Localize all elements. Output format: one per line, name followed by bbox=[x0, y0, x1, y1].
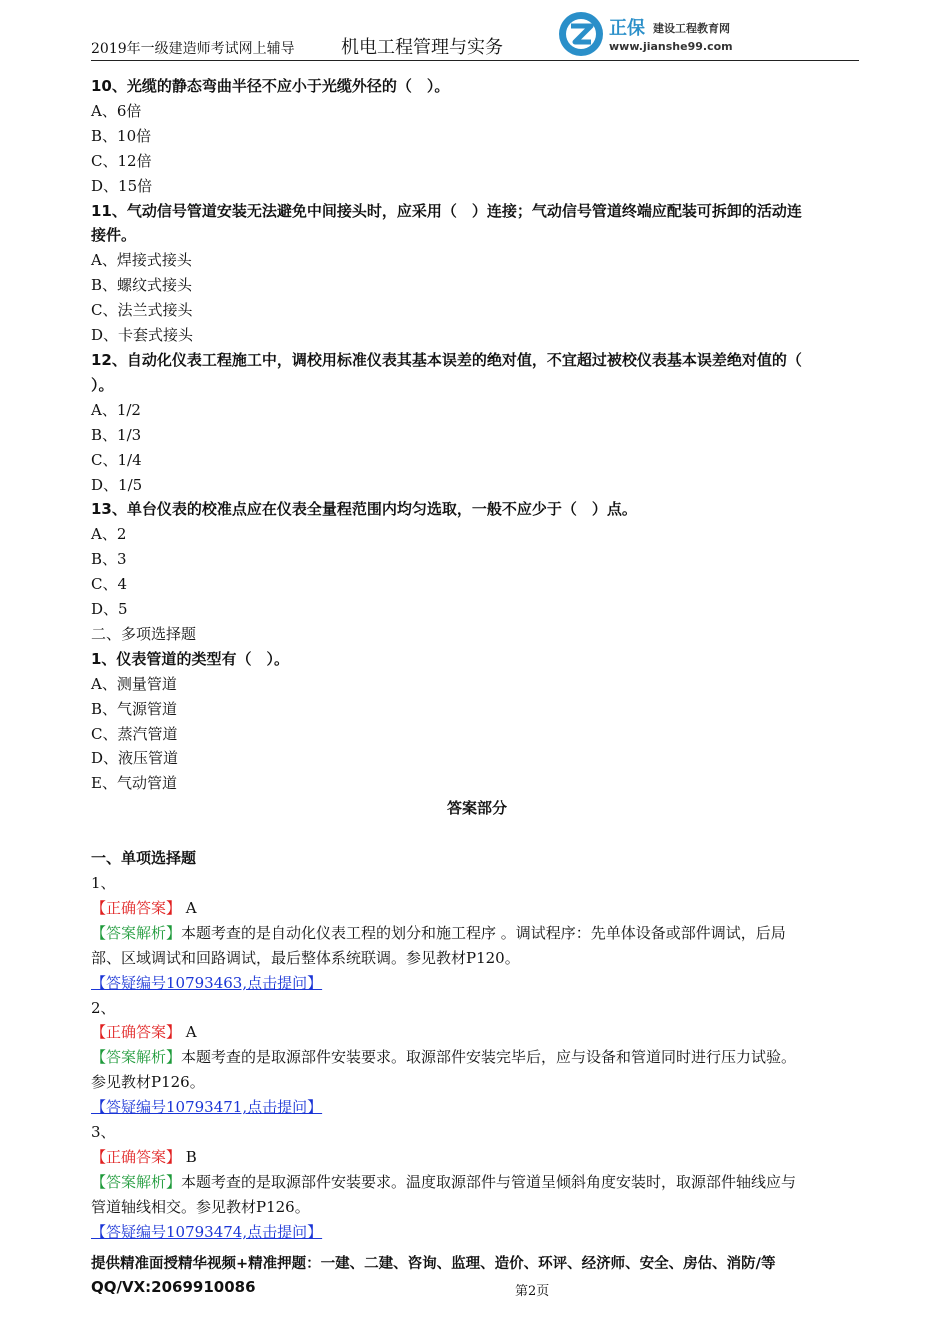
answer-analysis bbox=[91, 1170, 863, 1220]
option: C、4 bbox=[91, 575, 128, 594]
option: D、5 bbox=[91, 600, 128, 619]
option: D、卡套式接头 bbox=[91, 326, 194, 345]
logo-site-name: 建设工程教育网 bbox=[653, 22, 730, 35]
header-exam-title: 2019年一级建造师考试网上辅导 bbox=[91, 41, 295, 57]
option: D、15倍 bbox=[91, 176, 153, 195]
question-12 bbox=[91, 348, 863, 398]
question-text: 接件。 bbox=[91, 226, 137, 245]
analysis-text: 本题考查的是取源部件安装要求。温度取源部件与管道呈倾斜角度安装时，取源部件轴线应与 bbox=[181, 1172, 797, 1191]
question-text: ）。 bbox=[91, 375, 114, 394]
question-text: 13、单台仪表的校准点应在仪表全量程范围内均匀选取，一般不应少于（ ）点。 bbox=[91, 500, 637, 519]
correct-answer bbox=[91, 1020, 863, 1045]
correct-answer-value: B bbox=[181, 1147, 197, 1166]
ask-question-link[interactable]: 【答疑编号10793463,点击提问】 bbox=[91, 973, 323, 992]
option: C、法兰式接头 bbox=[91, 301, 193, 320]
footer-promo: 提供精准面授精华视频+精准押题：一建、二建、咨询、监理、造价、环评、经济师、安全、房估、消防/等 bbox=[91, 1256, 776, 1272]
correct-answer-label: 【正确答案】 bbox=[91, 1023, 182, 1042]
option: C、12倍 bbox=[91, 151, 152, 170]
page-header bbox=[91, 8, 859, 61]
option: D、1/5 bbox=[91, 475, 143, 494]
document-body bbox=[91, 74, 863, 1245]
footer-contact: QQ/VX:2069910086 bbox=[91, 1278, 256, 1296]
analysis-label: 【答案解析】 bbox=[91, 1048, 182, 1067]
question-text: 11、气动信号管道安装无法避免中间接头时，应采用（ ）连接；气动信号管道终端应配装可拆卸的活动连 bbox=[91, 201, 802, 220]
answer-number: 3、 bbox=[91, 1123, 116, 1142]
question-text: 12、自动化仪表工程施工中，调校用标准仪表其基本误差的绝对值，不宜超过被校仪表基本误差绝对值的（ bbox=[91, 350, 802, 369]
analysis-text: 参见教材P126。 bbox=[91, 1073, 205, 1092]
option: A、1/2 bbox=[91, 400, 141, 419]
option: D、液压管道 bbox=[91, 749, 179, 768]
option: B、10倍 bbox=[91, 126, 152, 145]
correct-answer-label: 【正确答案】 bbox=[91, 898, 182, 917]
correct-answer-label: 【正确答案】 bbox=[91, 1147, 182, 1166]
header-subject: 机电工程管理与实务 bbox=[341, 37, 503, 58]
option: E、气动管道 bbox=[91, 774, 177, 793]
ask-question-link[interactable]: 【答疑编号10793474,点击提问】 bbox=[91, 1222, 323, 1241]
question-10 bbox=[91, 74, 863, 99]
logo-brand: 正保 bbox=[609, 18, 645, 39]
analysis-label: 【答案解析】 bbox=[91, 1172, 182, 1191]
option: A、焊接式接头 bbox=[91, 251, 192, 270]
answer-number: 2、 bbox=[91, 998, 116, 1017]
analysis-text: 部、区域调试和回路调试，最后整体系统联调。参见教材P120。 bbox=[91, 948, 520, 967]
option: B、螺纹式接头 bbox=[91, 276, 193, 295]
answers-section-heading: 一、单项选择题 bbox=[91, 849, 197, 868]
site-logo[interactable] bbox=[557, 10, 757, 58]
option: B、1/3 bbox=[91, 425, 142, 444]
option: C、蒸汽管道 bbox=[91, 724, 178, 743]
answer-analysis bbox=[91, 921, 863, 971]
question-11 bbox=[91, 199, 863, 249]
ask-question-link[interactable]: 【答疑编号10793471,点击提问】 bbox=[91, 1098, 323, 1117]
question-13 bbox=[91, 497, 863, 522]
multi-question-1: 1、仪表管道的类型有（ ）。 bbox=[91, 649, 289, 668]
option: A、测量管道 bbox=[91, 674, 177, 693]
option: B、3 bbox=[91, 550, 127, 569]
option: A、2 bbox=[91, 525, 127, 544]
analysis-label: 【答案解析】 bbox=[91, 923, 182, 942]
answer-number: 1、 bbox=[91, 873, 116, 892]
correct-answer-value: A bbox=[181, 1023, 197, 1042]
correct-answer bbox=[91, 896, 863, 921]
page-number: 第2页 bbox=[515, 1284, 550, 1299]
answers-title: 答案部分 bbox=[446, 799, 507, 818]
logo-mark-icon bbox=[557, 10, 605, 58]
correct-answer bbox=[91, 1145, 863, 1170]
analysis-text: 本题考查的是取源部件安装要求。取源部件安装完毕后，应与设备和管道同时进行压力试验。 bbox=[181, 1048, 797, 1067]
analysis-text: 本题考查的是自动化仪表工程的划分和施工程序 。调试程序：先单体设备或部件调试，后局 bbox=[181, 923, 786, 942]
option: B、气源管道 bbox=[91, 699, 178, 718]
answer-analysis bbox=[91, 1045, 863, 1095]
option: A、6倍 bbox=[91, 101, 142, 120]
logo-url: www.jianshe99.com bbox=[609, 40, 733, 53]
option: C、1/4 bbox=[91, 450, 142, 469]
analysis-text: 管道轴线相交。参见教材P126。 bbox=[91, 1197, 310, 1216]
correct-answer-value: A bbox=[181, 898, 197, 917]
section-heading: 二、多项选择题 bbox=[91, 624, 197, 643]
question-text: 10、光缆的静态弯曲半径不应小于光缆外径的（ ）。 bbox=[91, 77, 450, 95]
